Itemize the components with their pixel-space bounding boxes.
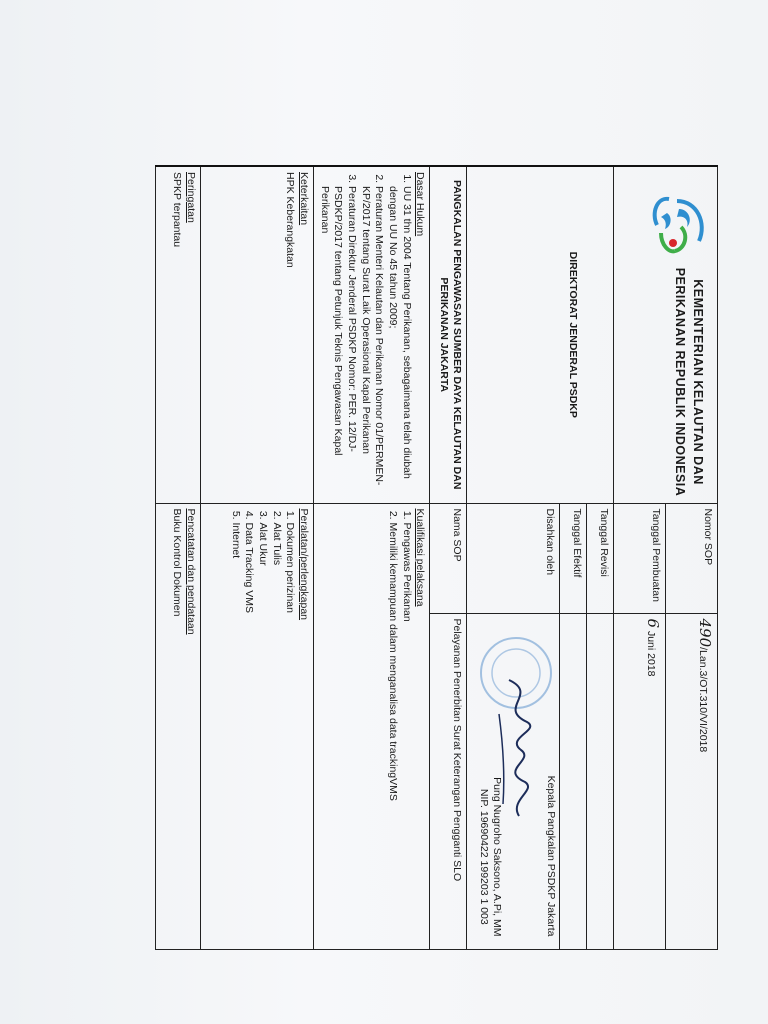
pencatatan-label: Pencatatan dan pendataan bbox=[185, 508, 198, 635]
keterkaitan-label: Keterkaitan bbox=[298, 172, 311, 226]
approver-title: Kepala Pangkalan PSDKP Jakarta bbox=[545, 775, 558, 937]
list-item: 1. Dokumen perizinan bbox=[283, 523, 297, 944]
dasar-hukum-list bbox=[317, 172, 412, 498]
dasar-hukum-cell bbox=[314, 166, 430, 503]
ministry-name bbox=[671, 267, 707, 497]
kualifikasi-list bbox=[385, 509, 412, 944]
approver-nip: NIP. 19690422 199203 1 003 bbox=[478, 788, 491, 925]
peringatan-cell bbox=[156, 166, 201, 503]
tgl-pembuatan-value: Juni 2018 bbox=[645, 630, 658, 677]
header-logo-cell bbox=[614, 166, 718, 503]
list-item: 3. Alat Ukur bbox=[255, 523, 269, 944]
peralatan-list bbox=[228, 509, 296, 944]
tgl-efektif-value bbox=[560, 613, 587, 949]
peralatan-cell bbox=[201, 503, 314, 949]
peringatan-label: Peringatan bbox=[185, 172, 198, 223]
tgl-pembuatan-cell bbox=[614, 613, 666, 949]
list-item: 4. Data Tracking VMS bbox=[242, 523, 256, 944]
peralatan-label: Peralatan/perlengkapan bbox=[298, 508, 311, 621]
list-item: 1. Pengawas Perikanan bbox=[399, 523, 413, 944]
ministry-line-1: KEMENTERIAN KELAUTAN DAN bbox=[691, 279, 705, 485]
sop-table bbox=[155, 165, 718, 950]
nomor-label: Nomor SOP bbox=[666, 503, 718, 613]
nama-sop-value: Pelayanan Penerbitan Surat Keterangan Pengganti SLO bbox=[430, 613, 467, 949]
ministry-logo-icon bbox=[649, 187, 711, 259]
kualifikasi-label: Kualifikasi pelaksana bbox=[414, 508, 427, 607]
list-item: 2. Memiliki kemampuan dalam menganalisa data trackingVMS bbox=[385, 523, 399, 944]
list-item: 1. UU 31 thn 2004 Tentang Perikanan, sebagaimana telah diubah dengan UU No 45 tahun 2009; bbox=[385, 186, 412, 498]
approver-name: Pung Nugroho Saksono, A.Pi, MM bbox=[491, 777, 504, 937]
approver-block bbox=[477, 777, 503, 936]
list-item: 5. Internet bbox=[228, 523, 242, 944]
nomor-handwritten: 490 bbox=[696, 618, 714, 648]
list-item: 2. Peraturan Menteri Kelautan dan Perikanan Nomor 01/PERMEN-KP/2017 tentang Surat Laik Operasional Kapal Perikanan bbox=[358, 186, 385, 498]
pencatatan-cell bbox=[156, 503, 201, 949]
office-line-2: PERIKANAN JAKARTA bbox=[437, 277, 450, 393]
pencatatan-value: Buku Kontrol Dokumen bbox=[171, 508, 184, 617]
list-item: 2. Alat Tulis bbox=[269, 523, 283, 944]
nomor-value-cell bbox=[666, 613, 718, 949]
peringatan-value: SPKP terpantau bbox=[171, 172, 184, 248]
keterkaitan-value: HPK Keberangkatan bbox=[284, 172, 297, 268]
disahkan-label: Disahkan oleh bbox=[467, 503, 560, 613]
nomor-value: /Lan.3/OT.310/VI/2018 bbox=[697, 647, 709, 753]
directorate-name: DIREKTORAT JENDERAL PSDKP bbox=[467, 166, 614, 503]
tgl-revisi-value bbox=[587, 613, 614, 949]
tgl-efektif-label: Tanggal Efektif bbox=[560, 503, 587, 613]
ministry-line-2: PERIKANAN REPUBLIK INDONESIA bbox=[672, 267, 687, 497]
office-line-1: PANGKALAN PENGAWASAN SUMBER DAYA KELAUTAN DAN bbox=[451, 180, 464, 490]
sop-document bbox=[155, 165, 718, 948]
tgl-pembuatan-label: Tanggal Pembuatan bbox=[614, 503, 666, 613]
tgl-handwritten: 6 bbox=[644, 618, 663, 629]
list-item: 3. Peraturan Direktur Jenderal PSDKP Nomor: PER. 12/DJ-PSDKP/2017 tentang Petunjuk Teknis Pengawasan Kapal Perikanan bbox=[317, 186, 358, 498]
office-name bbox=[430, 166, 467, 503]
nama-sop-label: Nama SOP bbox=[430, 503, 467, 613]
approval-cell bbox=[467, 613, 560, 949]
tgl-revisi-label: Tanggal Revisi bbox=[587, 503, 614, 613]
dasar-hukum-label: Dasar Hukum bbox=[414, 172, 427, 237]
keterkaitan-cell bbox=[201, 166, 314, 503]
kualifikasi-cell bbox=[314, 503, 430, 949]
